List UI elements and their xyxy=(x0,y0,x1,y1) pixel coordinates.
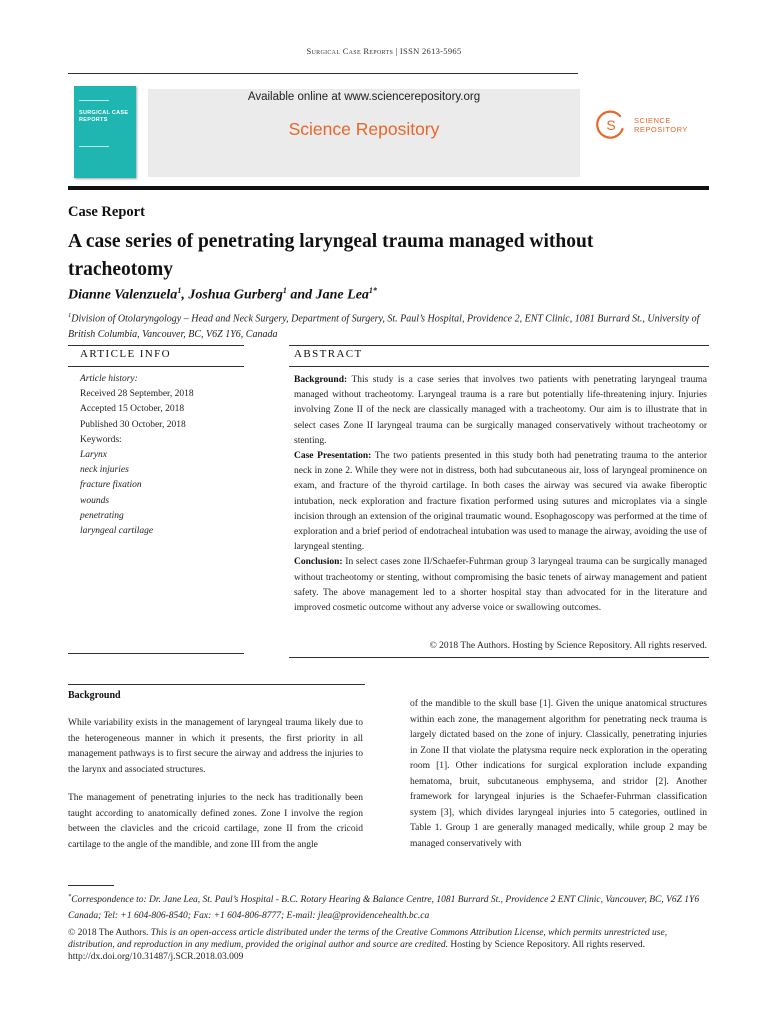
footnote-text: Correspondence to: Dr. Jane Lea, St. Paul’s Hospital - B.C. Rotary Hearing & Balance Centre, 1081 Burrard St., Providence 2 ENT Clinic, Vancouver, BC, V6Z 1Y6 Canada; Tel: +1 604-806-8540; Fax: +1 604-806-8777; E-mail: jlea@providencehealth.bc.ca xyxy=(68,895,700,921)
doi-link[interactable]: http://dx.doi.org/10.31487/j.SCR.2018.03.009 xyxy=(68,952,244,963)
keyword: penetrating xyxy=(80,510,124,521)
license-prefix: © 2018 The Authors. xyxy=(68,928,149,938)
article-type: Case Report xyxy=(68,204,145,220)
logo-text xyxy=(634,117,688,134)
author-separator: and xyxy=(286,287,316,303)
abstract-heading: ABSTRACT xyxy=(294,348,363,360)
journal-header: Surgical Case Reports | ISSN 2613-5965 xyxy=(306,46,462,56)
rule xyxy=(289,366,709,367)
keyword: fracture fixation xyxy=(80,480,142,491)
journal-cover-image xyxy=(74,86,136,178)
affiliation-text: Division of Otolaryngology – Head and Neck Surgery, Department of Surgery, St. Paul’s Hospital, Providence 2, ENT Clinic, 1081 Burrard St., University of British Columbia, Vancouver, BC, V6Z 1Y6, Canada xyxy=(68,313,700,341)
footnote-sup: * xyxy=(68,893,72,900)
svg-text:S: S xyxy=(606,117,616,133)
rule xyxy=(289,657,709,658)
received-date: Received 28 September, 2018 xyxy=(80,389,194,400)
abstract-text: In select cases zone II/Schaefer-Fuhrman group 3 laryngeal trauma can be surgically managed without tracheotomy or stenting, without compromising the basic tenets of airway management and patient safety. The above management led to a shorter hospital stay than advocated for in the literature and improved cosmetic outcome without any adverse voice or swallowing outcomes. xyxy=(294,557,707,614)
abstract-copyright: © 2018 The Authors. Hosting by Science Repository. All rights reserved. xyxy=(429,641,707,651)
abstract-text: This study is a case series that involves two patients with penetrating laryngeal trauma managed without tracheotomy. Laryngeal trauma is a rare but potentially life-threatening injury. Injuries involving Zone II of the neck are classically managed with a tracheotomy. Our aim is to illustrate that in select cases Zone II laryngeal trauma can be surgically managed conservatively without tracheotomy or stenting. xyxy=(294,375,707,446)
rule xyxy=(68,366,244,367)
author-name: Dianne Valenzuela xyxy=(68,287,178,303)
author-sup: 1 xyxy=(282,286,287,295)
published-date: Published 30 October, 2018 xyxy=(80,419,186,430)
footnote-rule xyxy=(68,885,114,886)
affiliation xyxy=(68,308,708,343)
keyword: laryngeal cartilage xyxy=(80,526,154,537)
affiliation-sup: 1 xyxy=(68,312,72,319)
abstract-label: Conclusion: xyxy=(294,557,343,568)
author-name: Joshua Gurberg xyxy=(188,287,283,303)
section-heading: Background xyxy=(68,690,121,701)
header-rule xyxy=(68,73,578,74)
author-sup: 1* xyxy=(368,286,377,295)
rule xyxy=(68,345,244,346)
cover-line xyxy=(79,100,109,101)
article-info-heading: ARTICLE INFO xyxy=(80,348,171,360)
abstract-conclusion xyxy=(294,555,707,616)
cover-title: SURGICAL CASE REPORTS xyxy=(79,110,129,123)
publisher-name: Science Repository xyxy=(288,119,440,139)
author-name: Jane Lea xyxy=(315,287,369,303)
cover-line xyxy=(79,146,109,147)
body-column-right: of the mandible to the skull base [1]. Given the unique anatomical structures within each zone, the management algorithm for penetrating neck trauma is largely dictated based on the zone of injury. Classically, penetrating injuries in Zone II that violate the platysma require neck exploration in the operating room [1]. Other indications for surgical exploration include expanding hematoma, bruit, subcutaneous emphysema, and stridor [2]. Another framework for laryngeal injuries is the Schaefer-Fuhrman classification system [3], which divides laryngeal injuries into 5 categories, outlined in Table 1. Group 1 are generally managed medically, while group 2 may be managed conservatively with xyxy=(410,699,707,849)
accepted-date: Accepted 15 October, 2018 xyxy=(80,404,185,415)
license-notice xyxy=(68,927,708,964)
license-suffix: Hosting by Science Repository. All rights reserved. xyxy=(447,940,645,951)
keyword: wounds xyxy=(80,495,110,506)
available-online-link[interactable]: Available online at www.sciencerepository.org xyxy=(247,91,481,103)
article-title: A case series of penetrating laryngeal trauma managed without tracheotomy xyxy=(68,231,594,280)
keyword: neck injuries xyxy=(80,465,129,476)
abstract-text: The two patients presented in this study both had penetrating trauma to the anterior neck in zone 2. While they were not in distress, both had subcutaneous air, loss of laryngeal prominence on exam, and fracture of the thyroid cartilage. In both cases the airway was secured via awake fiberoptic intubation, neck exploration and fracture fixation performed using sutures and microplates via a single incision through an extension of the original traumatic wound. Esophagoscopy was performed at the time of exploration and a brief period of endotracheal intubation was used to manage the airway, avoiding the use of laryngeal stenting. xyxy=(294,451,707,553)
logo-text-line1: SCIENCE xyxy=(634,116,671,125)
abstract-body xyxy=(294,373,707,616)
rule xyxy=(289,345,709,346)
license-terms: This is an open-access article distributed under the terms of the Creative Commons Attribution License, which permits unrestricted use, distribution, and reproduction in any medium, provided the original author and source are credited. xyxy=(68,928,668,951)
rule xyxy=(68,684,365,685)
article-info xyxy=(80,372,240,539)
author-separator: , xyxy=(181,287,189,303)
author-sup: 1 xyxy=(177,286,182,295)
body-column-left xyxy=(68,716,363,866)
rule xyxy=(68,653,244,654)
correspondence-footnote xyxy=(68,889,708,924)
keyword: Larynx xyxy=(80,450,107,461)
science-repository-logo-icon xyxy=(596,110,626,140)
author-list xyxy=(68,286,377,304)
logo-text-line2: REPOSITORY xyxy=(634,124,688,134)
abstract-label: Case Presentation: xyxy=(294,451,372,462)
keywords-label: Keywords: xyxy=(80,434,122,445)
history-label: Article history: xyxy=(80,374,138,384)
abstract-label: Background: xyxy=(294,375,348,385)
paragraph: While variability exists in the management of laryngeal trauma likely due to the heterogeneous manner in which it presents, the first priority in all management pathways is to first secure the airway and address the injuries to the larynx and associated structures. xyxy=(68,718,363,775)
banner-bottom-rule xyxy=(68,186,709,190)
abstract-case-presentation xyxy=(294,449,707,555)
abstract-background xyxy=(294,373,707,449)
paragraph: The management of penetrating injuries to the neck has traditionally been taught according to anatomically defined zones. Zone I involve the region between the clavicles and the cricoid cartilage, zone II from the cricoid cartilage to the angle of the mandible, and zone III from the angle xyxy=(68,793,363,850)
